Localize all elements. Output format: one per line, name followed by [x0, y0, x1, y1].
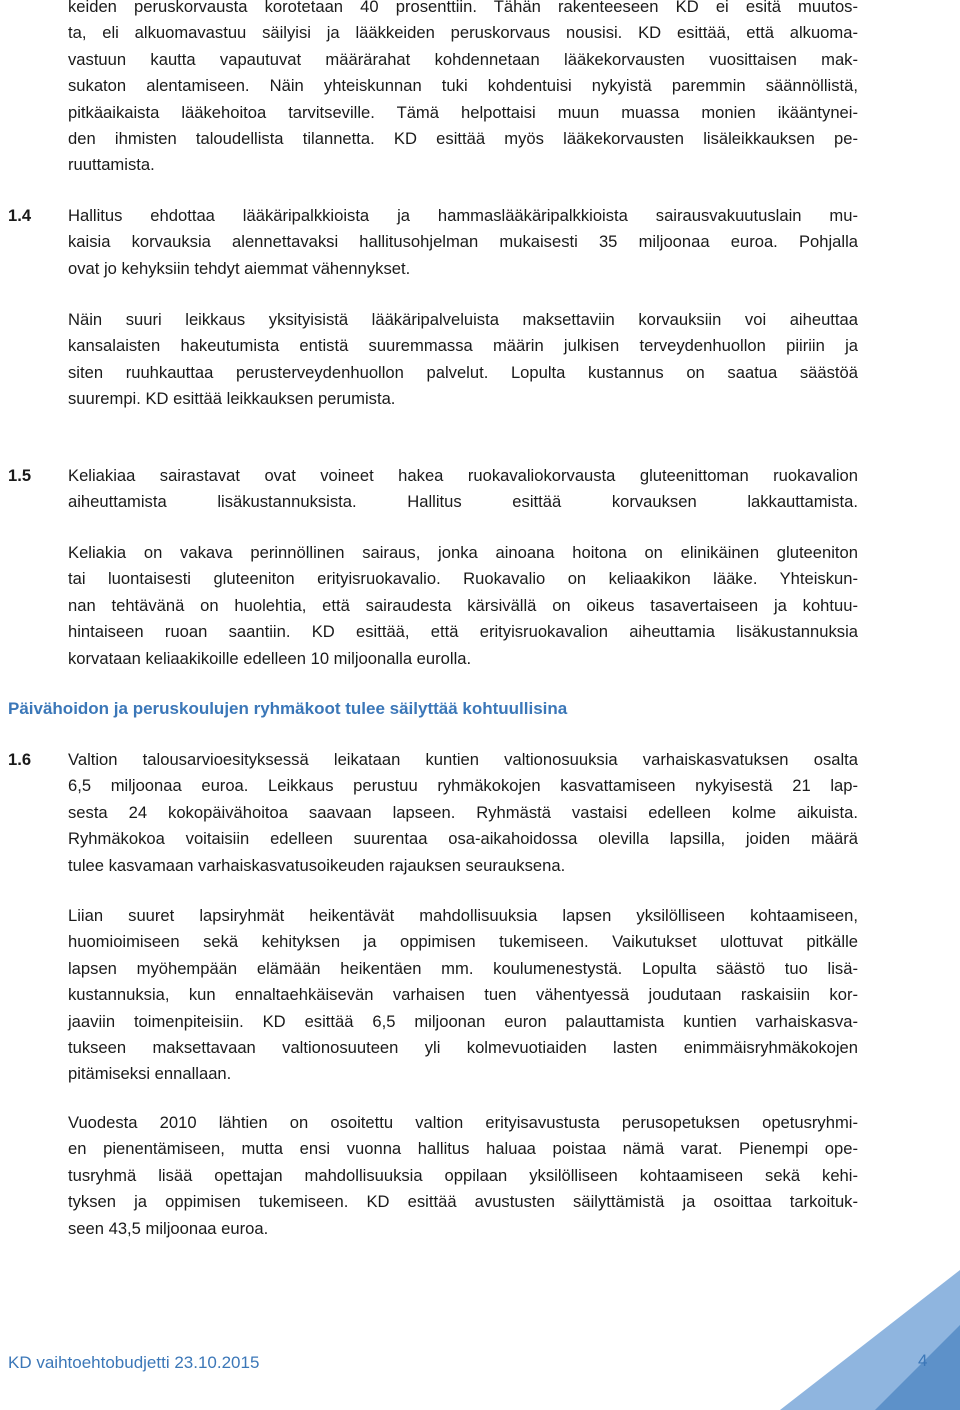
text-line: nan tehtävänä on huolehtia, että sairaudesta kärsivällä on oikeus tasavertaiseen ja kohtuu-: [68, 595, 858, 615]
text-line: Valtion talousarvioesityksessä leikataan kuntien valtionosuuksia varhaiskasvatuksen osalta: [68, 750, 858, 769]
intro-paragraph: [68, 0, 858, 179]
text-line: tukseen maksettavaan valtionosuuteen yli kolmevuotiaiden lasten enimmäisryhmäkokojen: [68, 1038, 858, 1058]
text-line: seen 43,5 miljoonaa euroa.: [68, 1218, 269, 1238]
text-line: Keliakia on vakava perinnöllinen sairaus, jonka ainoana hoitona on elinikäinen gluteeniton: [68, 543, 858, 562]
text-line: korvataan keliaakikoille edelleen 10 miljoonalla eurolla.: [68, 648, 472, 668]
item-1-5-paragraph-2: [68, 540, 858, 672]
text-line: keiden peruskorvausta korotetaan 40 prosenttiin. Tähän rakenteeseen KD ei esitä muutos-: [68, 0, 858, 16]
text-line: Hallitus ehdottaa lääkäripalkkioista ja hammaslääkäripalkkioista sairausvakuutuslain mu-: [68, 206, 858, 225]
text-line: sesta 24 kokopäivähoitoa saavaan lapseen. Ryhmästä vastaisi edelleen kolme aikuista.: [68, 802, 858, 822]
page-number: 4: [918, 1351, 928, 1370]
text-line: kustannuksia, kun ennaltaehkäisevän varhaisen tuen vähentyessä joudutaan raskaisiin kor-: [68, 985, 858, 1005]
text-line: jaaviin toimenpiteisiin. KD esittää 6,5 miljoonan euron palauttamista kuntien varhaiskasva-: [68, 1011, 858, 1031]
text-line: en pienentämiseen, mutta ensi vuonna hallitus haluaa poistaa nämä varat. Pienempi ope-: [68, 1139, 858, 1159]
text-line: pitämiseksi ennallaan.: [68, 1064, 232, 1084]
text-line: pitkäaikaista lääkehoitoa tarvitseville. Tämä helpottaisi muun muassa monien ikääntynei-: [68, 102, 858, 122]
text-line: 6,5 miljoonaa euroa. Leikkaus perustuu ryhmäkokojen kasvattamiseen nykyisestä 21 lap-: [68, 776, 858, 796]
text-line: suurempi. KD esittää leikkauksen perumista.: [68, 389, 396, 409]
text-line: sukaton alentamiseen. Näin yhteiskunnan tuki kohdentuisi nykyistä paremmin säännöllistä,: [68, 76, 858, 96]
text-line: hintaiseen ruoan saantiin. KD esittää, että erityisruokavalion aiheuttamia lisäkustannuksia: [68, 622, 858, 642]
item-number: 1.4: [8, 206, 32, 225]
text-line: ovat jo kehyksiin tehdyt aiemmat vähennykset.: [68, 258, 411, 278]
text-line: aiheuttamista lisäkustannuksista. Hallitus esittää korvauksen lakkauttamista.: [68, 492, 858, 512]
text-line: tulee kasvamaan varhaiskasvatusoikeuden rajauksen seurauksena.: [68, 855, 566, 875]
section-heading: Päivähoidon ja peruskoulujen ryhmäkoot tulee säilyttää kohtuullisina: [8, 699, 568, 718]
footer-title: KD vaihtoehtobudjetti 23.10.2015: [8, 1353, 260, 1372]
text-line: tusryhmä lisää opettajan mahdollisuuksia oppilaan yksilölliseen kohtaamiseen sekä kehi-: [68, 1165, 858, 1185]
text-line: lapsen myöhempään elämään heikentäen mm. koulumenestystä. Lopulta säästö tuo lisä-: [68, 958, 858, 978]
item-1-4-paragraph-1: [68, 203, 858, 282]
text-line: Ryhmäkokoa voitaisiin edelleen suurentaa osa-aikahoidossa olevilla lapsilla, joiden määrä: [68, 829, 858, 849]
item-1-4-paragraph-2: [68, 307, 858, 413]
item-1-6-paragraph-3: [68, 1110, 858, 1242]
item-1-6-paragraph-1: [68, 747, 858, 879]
text-line: huomioimiseen sekä kehityksen ja oppimisen tukemiseen. Vaikutukset ulottuvat pitkälle: [68, 932, 858, 952]
text-line: ta, eli alkuomavastuu säilyisi ja lääkkeiden peruskorvaus nousisi. KD esittää, että alkuoma-: [68, 23, 858, 43]
text-line: tyksen ja oppimisen tukemiseen. KD esittää avustusten säilyttämistä ja osoittaa tarkoituk-: [68, 1192, 858, 1212]
item-1-6-paragraph-2: [68, 903, 858, 1088]
text-line: den ihmisten taloudellista tilannetta. KD esittää myös lääkekorvausten lisäleikkauksen pe-: [68, 129, 858, 149]
corner-decoration: [780, 1270, 960, 1410]
text-line: Liian suuret lapsiryhmät heikentävät mahdollisuuksia lapsen yksilölliseen kohtaamiseen,: [68, 906, 858, 925]
text-line: kaisia korvauksia alennettavaksi hallitusohjelman mukaisesti 35 miljoonaa euroa. Pohjalla: [68, 232, 858, 252]
text-line: vastuun kautta vapautuvat määrärahat kohdennetaan lääkekorvausten vuosittaisen mak-: [68, 49, 858, 69]
item-1-5-paragraph-1: [68, 463, 858, 516]
item-number: 1.5: [8, 466, 32, 485]
text-line: kansalaisten hakeutumista entistä suuremmassa määrin julkisen terveydenhuollon piiriin ja: [68, 336, 858, 356]
text-line: Vuodesta 2010 lähtien on osoitettu valtion erityisavustusta perusopetuksen opetusryhmi-: [68, 1113, 858, 1132]
text-line: Keliakiaa sairastavat ovat voineet hakea ruokavaliokorvausta gluteenittoman ruokavalion: [68, 466, 858, 485]
text-line: ruuttamista.: [68, 155, 155, 175]
text-line: siten ruuhkauttaa perusterveydenhuollon palvelut. Lopulta kustannus on saatua säästöä: [68, 362, 858, 382]
text-line: tai luontaisesti gluteeniton erityisruokavalio. Ruokavalio on keliaakikon lääke. Yhteiskun-: [68, 569, 858, 589]
item-number: 1.6: [8, 750, 32, 769]
text-line: Näin suuri leikkaus yksityisistä lääkäripalveluista maksettaviin korvauksiin voi aiheuttaa: [68, 310, 858, 329]
